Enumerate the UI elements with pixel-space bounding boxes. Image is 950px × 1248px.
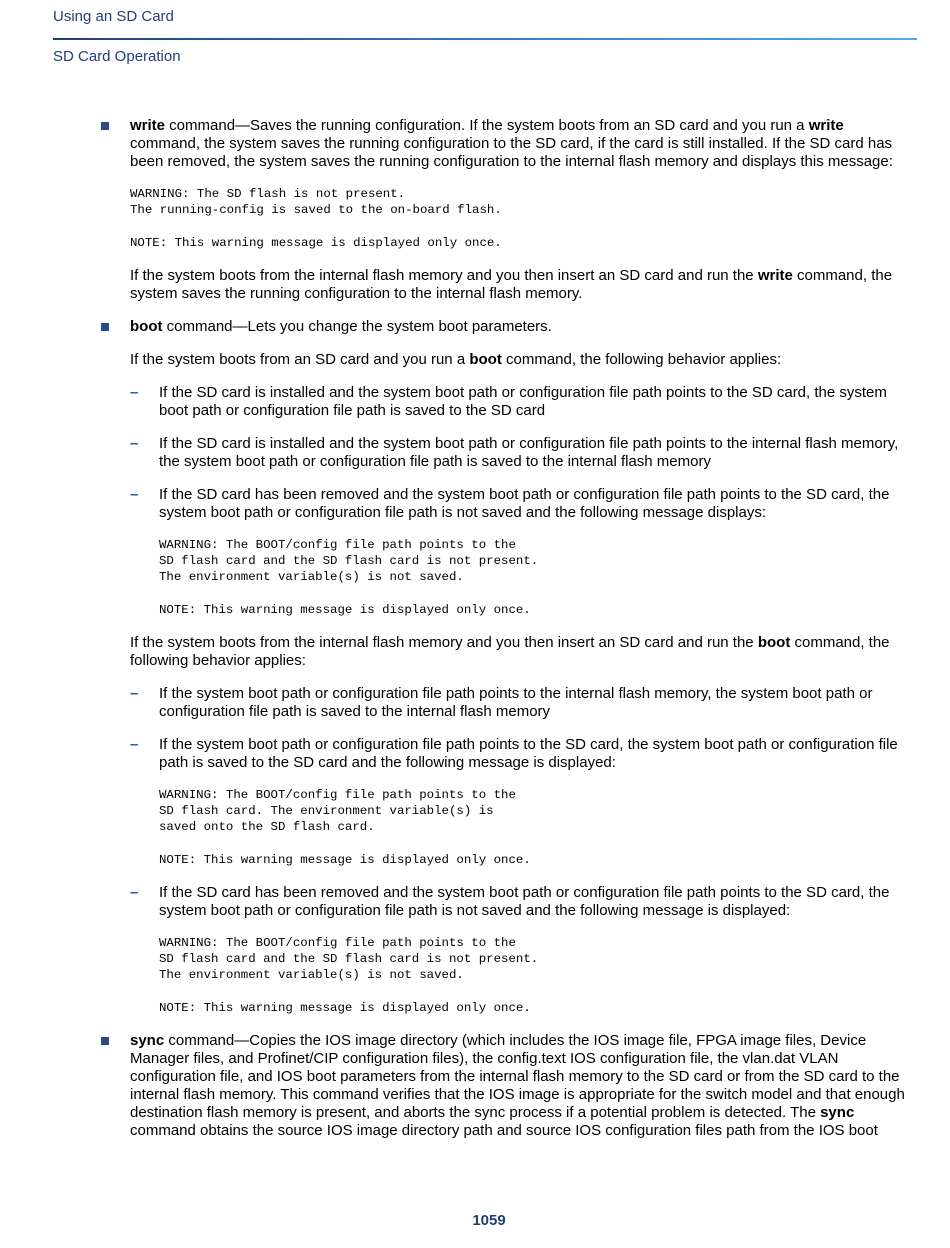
command-name: write xyxy=(808,117,844,134)
paragraph-boot-sd: If the system boots from an SD card and you run a boot command, the following behavior applies: xyxy=(130,350,782,368)
square-bullet-icon xyxy=(101,122,109,130)
dash-item: – If the SD card has been removed and the system boot path or configuration file path points to the SD card, the system boot path or configuration file path is not saved and the following message displays: xyxy=(130,485,890,521)
bullet-boot xyxy=(0,318,950,336)
command-name: write xyxy=(757,266,793,284)
page-number: 1059 xyxy=(472,1212,506,1229)
paragraph-write-flash: If the system boots from the internal flash memory and you then insert an SD card and run the write command, the system saves the running configuration to the internal flash memory. xyxy=(130,266,893,302)
command-name: write xyxy=(130,117,166,134)
code-block-boot-3: WARNING: The BOOT/config file path points to the SD flash card and the SD flash card is not present. The environment variable(s) is not saved. NOTE: This warning message is displayed only once. xyxy=(159,935,539,1016)
code-block-boot-1: WARNING: The BOOT/config file path points to the SD flash card and the SD flash card is not present. The environment variable(s) is not saved. NOTE: This warning message is displayed only once. xyxy=(159,537,539,618)
code-block-write: WARNING: The SD flash is not present. The running-config is saved to the on-board flash. NOTE: This warning message is displayed only once. xyxy=(130,187,502,251)
dash-item: – If the system boot path or configuration file path points to the internal flash memory, the system boot path or configuration file path is saved to the internal flash memory xyxy=(130,684,873,720)
dash-bullet-icon: – xyxy=(130,883,139,901)
command-name: boot xyxy=(130,317,163,335)
dash-bullet-icon: – xyxy=(130,434,139,452)
command-name: boot xyxy=(469,350,502,368)
bullet-text: command—Lets you change the system boot parameters. xyxy=(162,317,552,335)
header-rule xyxy=(53,38,917,40)
command-name: sync xyxy=(130,1031,165,1049)
chapter-title: Using an SD Card xyxy=(53,8,174,25)
bullet-text: command, the system saves the running configuration to the SD card, if the card is still installed. If the SD card has been removed, the system saves the running configuration to the internal flash memory and displays this message: xyxy=(130,135,893,170)
bullet-sync xyxy=(0,1032,950,1140)
command-name: sync xyxy=(820,1103,855,1121)
dash-item: – If the system boot path or configuration file path points to the SD card, the system boot path or configuration file path is saved to the SD card and the following message is displayed: xyxy=(130,735,898,771)
dash-item: – If the SD card has been removed and the system boot path or configuration file path points to the SD card, the system boot path or configuration file path is not saved and the following message is displayed: xyxy=(130,883,890,919)
document-body xyxy=(0,117,950,1155)
bullet-write xyxy=(0,117,950,171)
bullet-text: command—Saves the running configuration. If the system boots from an SD card and you run a xyxy=(165,117,809,134)
command-name: boot xyxy=(757,633,791,651)
section-title: SD Card Operation xyxy=(53,48,181,65)
code-block-boot-2: WARNING: The BOOT/config file path points to the SD flash card. The environment variable(s) is saved onto the SD flash card. NOTE: This warning message is displayed only once. xyxy=(159,787,531,868)
dash-item: – If the SD card is installed and the system boot path or configuration file path points to the internal flash memory, the system boot path or configuration file path is saved to the internal flash memory xyxy=(130,434,899,470)
paragraph-boot-flash: If the system boots from the internal flash memory and you then insert an SD card and run the boot command, the following behavior applies: xyxy=(130,633,890,669)
dash-bullet-icon: – xyxy=(130,684,139,702)
dash-bullet-icon: – xyxy=(130,485,139,503)
dash-item: – If the SD card is installed and the system boot path or configuration file path points to the SD card, the system boot path or configuration file path is saved to the SD card xyxy=(130,383,887,419)
bullet-text: command obtains the source IOS image directory path and source IOS configuration files path from the IOS boot xyxy=(130,1121,878,1139)
dash-bullet-icon: – xyxy=(130,735,139,753)
dash-bullet-icon: – xyxy=(130,383,139,401)
square-bullet-icon xyxy=(101,323,109,331)
square-bullet-icon xyxy=(101,1037,109,1045)
bullet-text: command—Copies the IOS image directory (which includes the IOS image file, FPGA image files, Device Manager files, and Profinet/CIP configuration files), the config.text IOS configuration file, the vlan.dat VLAN configuration file, and IOS boot parameters from the internal flash memory to the SD card or from the SD card to the internal flash memory. This command verifies that the IOS image is appropriate for the switch model and that enough destination flash memory is present, and aborts the sync process if a potential problem is detected. The xyxy=(130,1031,905,1121)
